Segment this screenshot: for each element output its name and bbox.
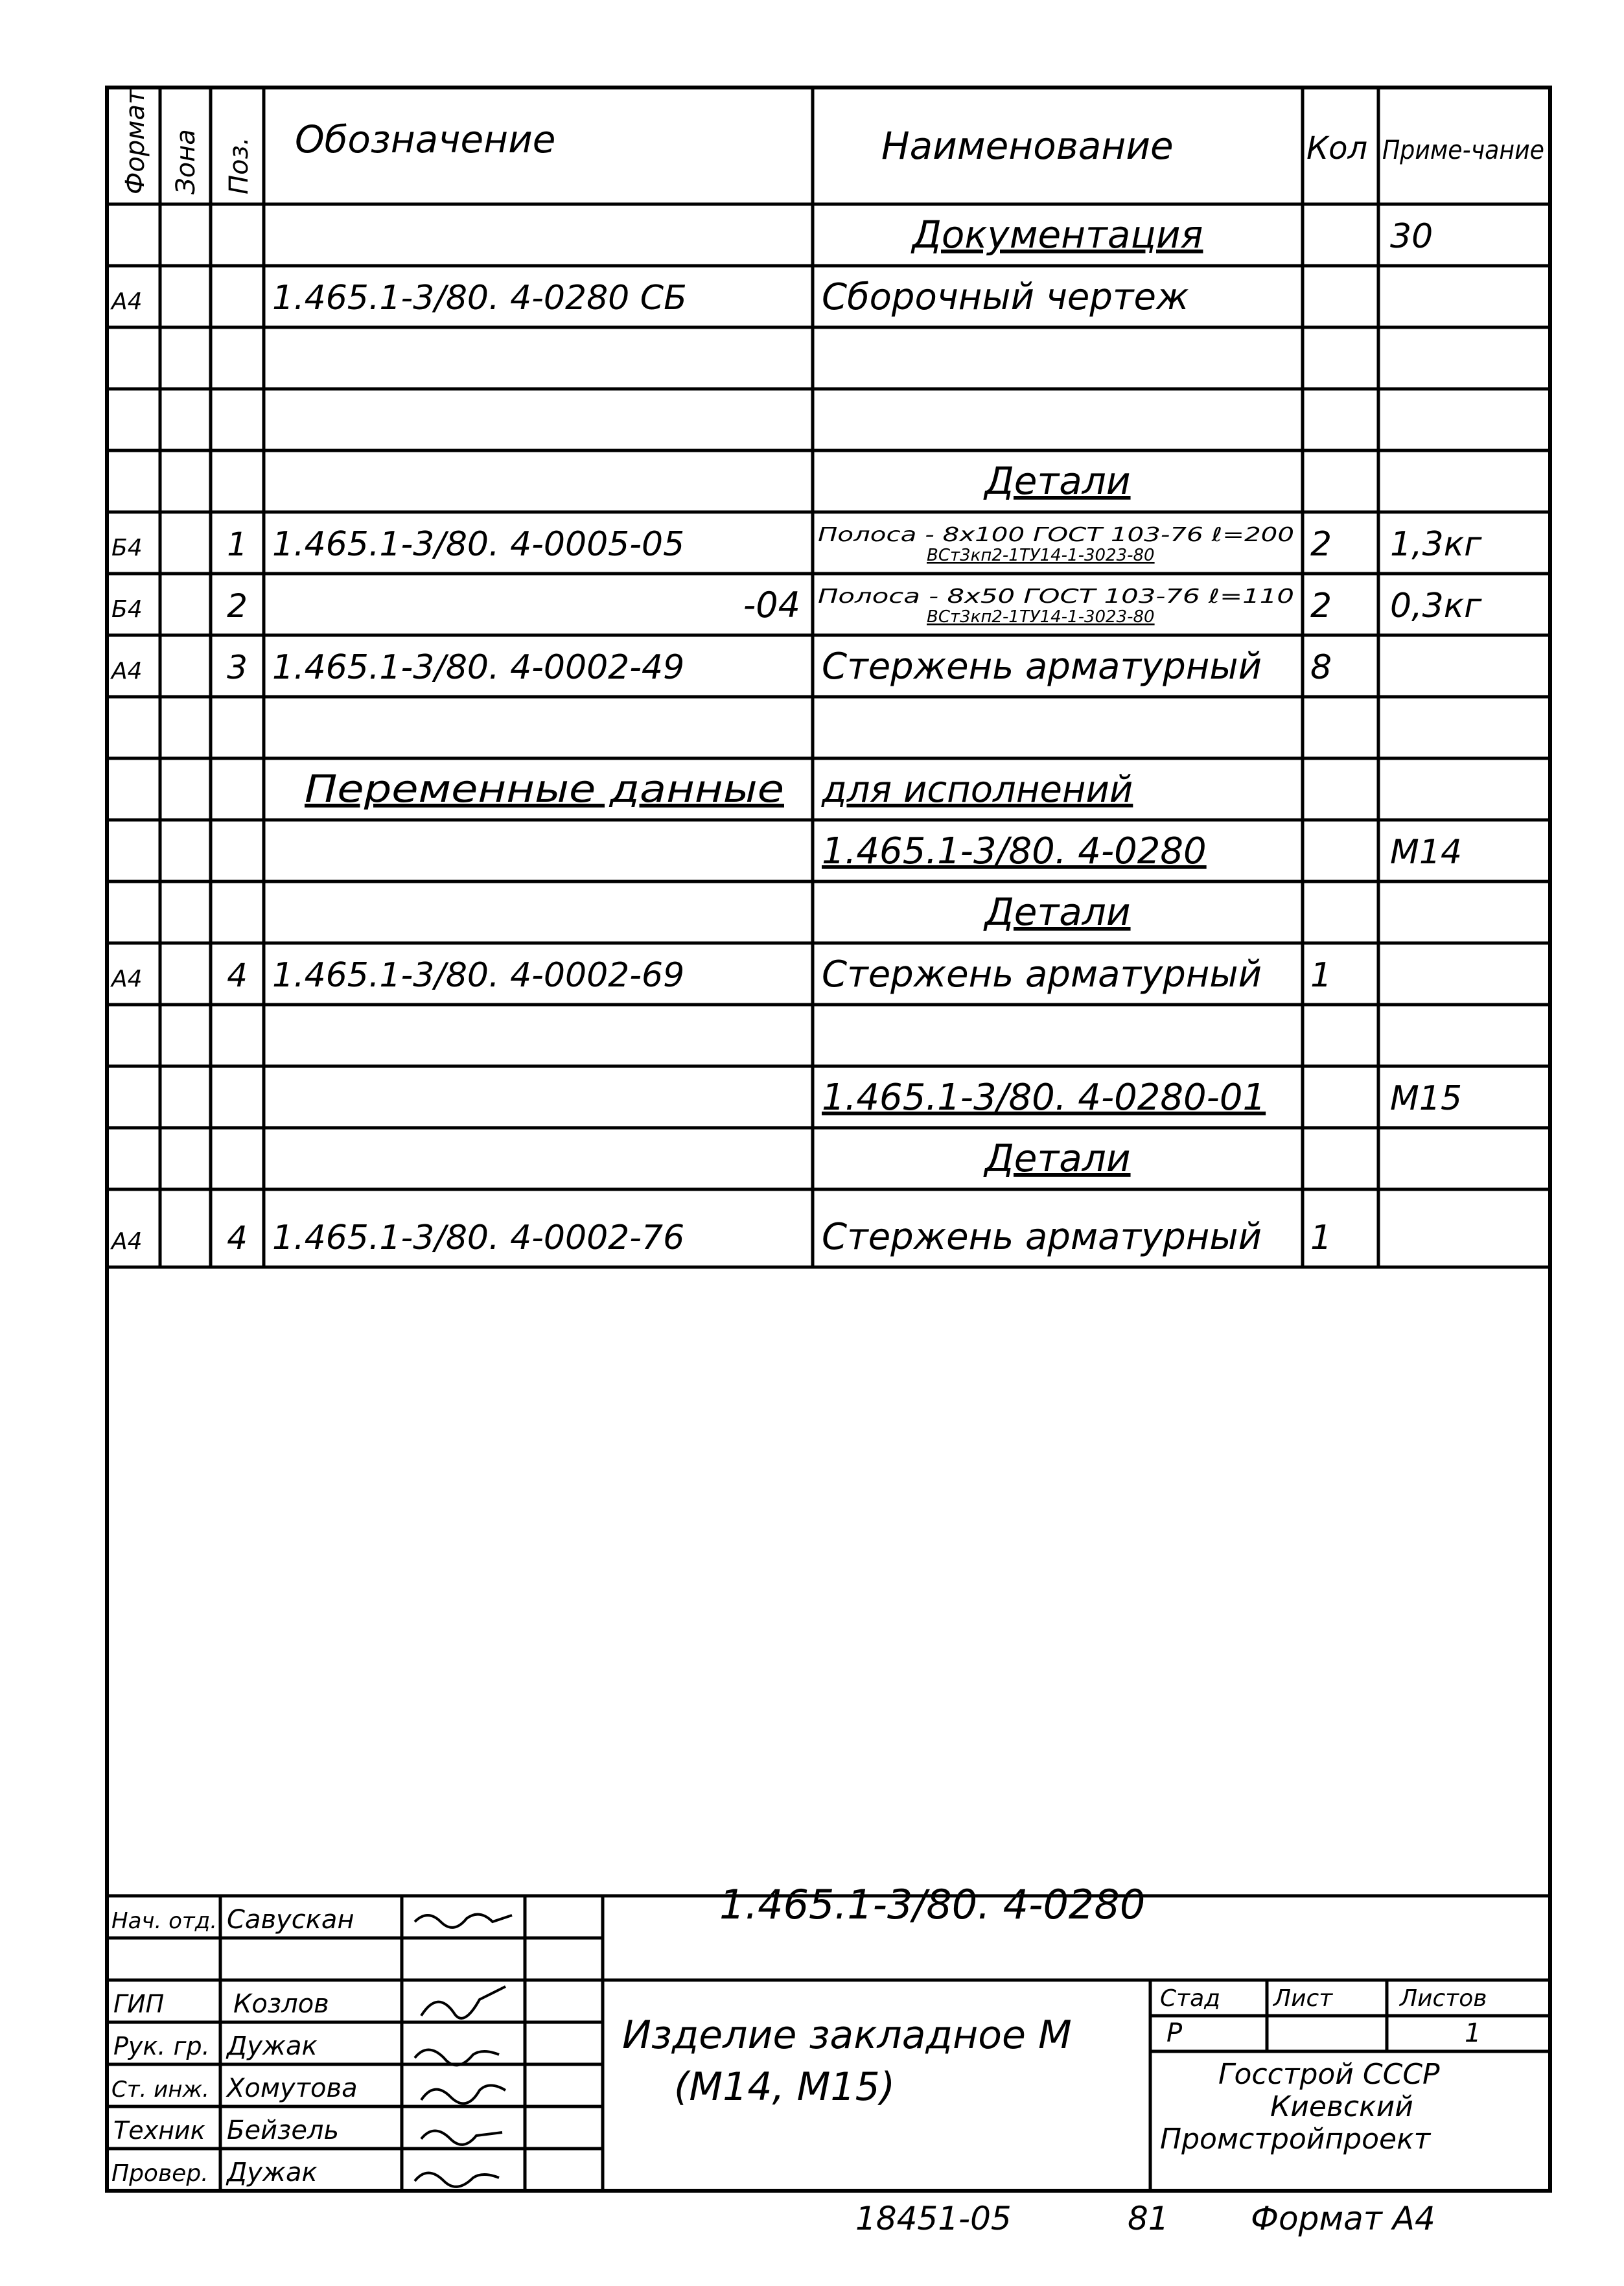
cell-name: Сборочный чертеж xyxy=(822,276,1189,318)
cell-fmt: А4 xyxy=(111,1228,143,1255)
table-header xyxy=(121,88,1544,194)
table-row xyxy=(822,1077,1462,1119)
cell-name: Стержень арматурный xyxy=(822,646,1262,688)
cell-fmt: А4 xyxy=(111,966,143,992)
name-4: Хомутова xyxy=(227,2073,358,2103)
cell-qty: 8 xyxy=(1310,648,1332,687)
table-row xyxy=(110,953,1332,996)
stage-label: Стад xyxy=(1160,1985,1221,2012)
sheets-label: Листов xyxy=(1400,1985,1487,2012)
header-qty: Кол xyxy=(1306,130,1368,167)
table-row xyxy=(822,830,1462,872)
signatures xyxy=(415,1915,512,2187)
org-line2: Киевский xyxy=(1270,2090,1413,2123)
footer-format: Формат А4 xyxy=(1251,2200,1435,2237)
name-5: Бейзель xyxy=(227,2116,340,2145)
role-6: Провер. xyxy=(111,2160,209,2187)
cell-name: для исполнений xyxy=(822,769,1133,811)
table-row xyxy=(982,459,1130,503)
title-block xyxy=(111,1881,1487,2187)
role-0: Нач. отд. xyxy=(111,1908,218,1934)
cell-note: М14 xyxy=(1390,833,1463,872)
cell-name: Стержень арматурный xyxy=(822,953,1262,996)
table-row xyxy=(111,585,1482,627)
header-format: Формат xyxy=(121,89,150,194)
cell-name: Стержень арматурный xyxy=(822,1216,1262,1258)
cell-note: М15 xyxy=(1390,1079,1463,1118)
header-note: Приме-чание xyxy=(1382,135,1544,165)
cell-pos: 3 xyxy=(227,649,248,686)
cell-name_bot: ВСт3кп2-1ТУ14-1-3023-80 xyxy=(927,546,1155,565)
cell-pos: 4 xyxy=(227,957,248,994)
org-line1: Госстрой СССР xyxy=(1218,2058,1440,2091)
role-3: Рук. гр. xyxy=(113,2032,210,2060)
cell-qty: 1 xyxy=(1310,1219,1332,1257)
header-designation: Обозначение xyxy=(295,117,556,161)
footer-inv: 18451-05 xyxy=(855,2200,1012,2237)
cell-name_top: Полоса - 8х50 ГОСТ 103-76 ℓ=110 xyxy=(818,585,1294,608)
cell-des: 1.465.1-3/80. 4-0002-49 xyxy=(272,648,685,687)
footer xyxy=(855,2200,1435,2237)
cell-pos: 4 xyxy=(227,1219,248,1257)
cell-pos: 2 xyxy=(227,587,248,625)
table-row xyxy=(305,767,1133,811)
sheet-label: Лист xyxy=(1273,1985,1333,2012)
table-row xyxy=(911,213,1433,257)
cell-note: 1,3кг xyxy=(1390,525,1482,564)
header-name: Наименование xyxy=(881,124,1174,168)
cell-fmt: А4 xyxy=(111,288,143,315)
role-5: Техник xyxy=(113,2116,205,2145)
cell-fmt: А4 xyxy=(111,658,143,684)
cell-name: Детали xyxy=(984,890,1131,934)
org-line3: Промстройпроект xyxy=(1160,2123,1431,2156)
cell-note: 0,3кг xyxy=(1390,587,1482,625)
name-2: Козлов xyxy=(233,1989,329,2019)
cell-qty: 1 xyxy=(1310,956,1332,995)
cell-name: Детали xyxy=(984,1136,1131,1180)
cell-name_top: Полоса - 8х100 ГОСТ 103-76 ℓ=200 xyxy=(818,524,1294,546)
cell-name: 1.465.1-3/80. 4-0280 xyxy=(822,830,1207,872)
cell-fmt: Б4 xyxy=(111,596,143,623)
cell-des: Переменные данные xyxy=(305,767,784,811)
cell-qty: 2 xyxy=(1310,525,1332,564)
role-2: ГИП xyxy=(113,1990,165,2018)
table-row xyxy=(982,1136,1130,1180)
table-body xyxy=(110,213,1482,1258)
name-0: Савускан xyxy=(227,1905,354,1935)
cell-des: 1.465.1-3/80. 4-0280 СБ xyxy=(272,279,687,318)
cell-des: 1.465.1-3/80. 4-0002-69 xyxy=(272,956,685,995)
name-6: Дужак xyxy=(227,2158,318,2187)
product-line1: Изделие закладное М xyxy=(622,2012,1072,2058)
cell-des: 1.465.1-3/80. 4-0005-05 xyxy=(272,525,685,564)
role-4: Ст. инж. xyxy=(111,2077,209,2103)
cell-qty: 2 xyxy=(1310,587,1332,625)
cell-name_bot: ВСт3кп2-1ТУ14-1-3023-80 xyxy=(927,607,1155,627)
table-row xyxy=(110,1216,1332,1258)
cell-des: -04 xyxy=(743,585,800,625)
stage-value: Р xyxy=(1166,2018,1183,2048)
footer-page: 81 xyxy=(1128,2200,1169,2237)
doc-number: 1.465.1-3/80. 4-0280 xyxy=(719,1881,1146,1928)
table-row xyxy=(111,524,1482,565)
cell-note: 30 xyxy=(1390,217,1433,256)
cell-des: 1.465.1-3/80. 4-0002-76 xyxy=(272,1219,685,1257)
table-row xyxy=(110,276,1189,318)
product-line2: (М14, М15) xyxy=(674,2064,896,2110)
header-zone: Зона xyxy=(171,129,201,194)
cell-pos: 1 xyxy=(227,526,248,563)
table-row xyxy=(982,890,1130,934)
table-row xyxy=(110,646,1332,688)
sheets-value: 1 xyxy=(1465,2018,1481,2048)
header-pos: Поз. xyxy=(224,137,254,194)
name-3: Дужак xyxy=(227,2031,318,2061)
cell-name: 1.465.1-3/80. 4-0280-01 xyxy=(822,1077,1266,1119)
cell-fmt: Б4 xyxy=(111,535,143,561)
cell-name: Документация xyxy=(912,213,1203,257)
cell-name: Детали xyxy=(984,459,1131,503)
sheet-frame xyxy=(107,87,1550,2191)
